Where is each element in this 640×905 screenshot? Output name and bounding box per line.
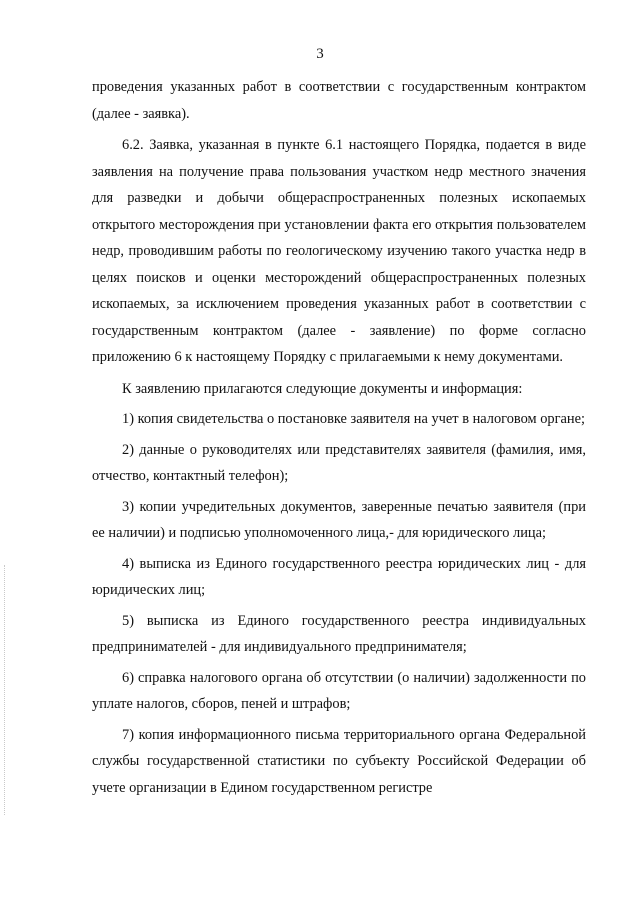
list-item-1: 1) копия свидетельства о постановке заявителя на учет в налоговом органе;	[122, 411, 586, 427]
list-item-5: 5) выписка из Единого государственного реестра индивидуальных предпринимателей - для индивидуального предпринимателя;	[92, 612, 586, 655]
scan-margin-mark	[4, 565, 6, 815]
paragraph-attachments-intro: К заявлению прилагаются следующие документы и информация:	[122, 380, 523, 397]
list-item-4: 4) выписка из Единого государственного реестра юридических лиц - для юридических лиц;	[92, 555, 586, 598]
list-item-2: 2) данные о руководителях или представителях заявителя (фамилия, имя, отчество, контактный телефон);	[92, 441, 586, 484]
list-item-6: 6) справка налогового органа об отсутствии (о наличии) задолженности по уплате налогов, сборов, пеней и штрафов;	[92, 669, 586, 712]
document-body	[92, 74, 586, 801]
page-number: 3	[316, 46, 324, 62]
paragraph-continuation: проведения указанных работ в соответствии с государственным контрактом (далее - заявка).	[92, 79, 586, 122]
list-item-7: 7) копия информационного письма территориального органа Федеральной службы государственной статистики по субъекту Российской Федерации об учете организации в Едином государственном регистре	[92, 726, 586, 796]
paragraph-6-2: 6.2. Заявка, указанная в пункте 6.1 настоящего Порядка, подается в виде заявления на получение права пользования участком недр местного значения для разведки и добычи общераспространенных полезных ископаемых открытого месторождения при установлении факта его открытия пользователем недр, проводившим работы по геологическому изучению такого участка недр в целях поисков и оценки месторождений общераспространенных полезных ископаемых, за исключением проведения указанных работ в соответствии с государственным контрактом (далее - заявление) по форме согласно приложению 6 к настоящему Порядку с прилагаемыми к нему документами.	[92, 137, 586, 365]
list-item-3: 3) копии учредительных документов, заверенные печатью заявителя (при ее наличии) и подписью уполномоченного лица,- для юридического лица;	[92, 498, 586, 541]
